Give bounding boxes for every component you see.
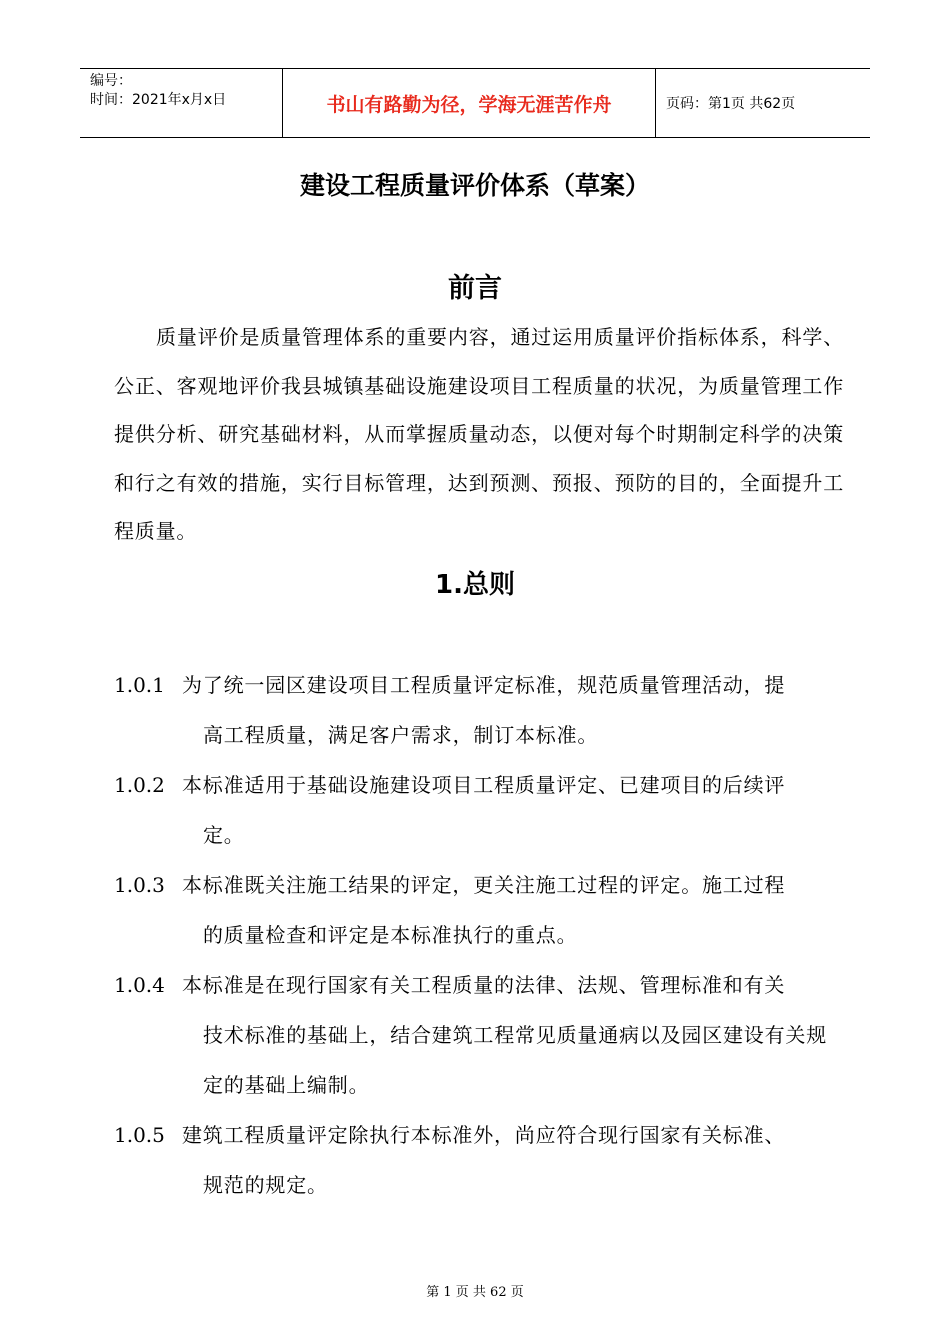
clause-number: 1.0.3: [114, 873, 165, 897]
clause-item: [114, 860, 844, 960]
clause-text: [114, 960, 844, 1110]
clause-text-first-line: 建筑工程质量评定除执行本标准外，尚应符合现行国家有关标准、: [182, 1123, 786, 1147]
clause-text-first-line: 本标准适用于基础设施建设项目工程质量评定、已建项目的后续评: [182, 773, 786, 797]
page-header: [80, 68, 870, 138]
clause-number: 1.0.1: [114, 673, 165, 697]
page-footer: 第 1 页 共 62 页: [426, 1285, 524, 1300]
clause-item: [114, 960, 844, 1110]
header-meta-cell: [80, 69, 282, 137]
header-motto-cell: [282, 69, 655, 137]
document-date-label: 时间：2021年x月x日: [90, 92, 227, 108]
header-page-info: 页码：第1页 共62页: [666, 96, 796, 112]
clause-item: [114, 660, 844, 760]
clause-text: [114, 860, 844, 960]
clause-item: [114, 1110, 844, 1210]
preface-paragraph: 质量评价是质量管理体系的重要内容，通过运用质量评价指标体系，科学、公正、客观地评价我县城镇基础设施建设项目工程质量的状况，为质量管理工作提供分析、研究基础材料，从而掌握质量动态，以便对每个时期制定科学的决策和行之有效的措施，实行目标管理，达到预测、预报、预防的目的，全面提升工程质量。: [114, 325, 844, 543]
document-number-label: 编号：: [90, 73, 132, 89]
clause-text-first-line: 本标准是在现行国家有关工程质量的法律、法规、管理标准和有关: [182, 973, 786, 997]
clause-text-continuation: 的质量检查和评定是本标准执行的重点。: [203, 923, 578, 947]
clause-text-continuation: 定。: [203, 823, 245, 847]
clause-text-continuation: 技术标准的基础上，结合建筑工程常见质量通病以及园区建设有关规定的基础上编制。: [203, 1023, 827, 1097]
clause-text-continuation: 高工程质量，满足客户需求，制订本标准。: [203, 723, 599, 747]
clause-text-first-line: 本标准既关注施工结果的评定，更关注施工过程的评定。施工过程: [182, 873, 786, 897]
clause-list: [114, 660, 844, 1210]
clause-number: 1.0.2: [114, 773, 165, 797]
document-title: 建设工程质量评价体系（草案）: [299, 171, 650, 200]
preface-heading: 前言: [448, 273, 502, 304]
clause-text: [114, 1110, 844, 1210]
clause-text-first-line: 为了统一园区建设项目工程质量评定标准，规范质量管理活动，提: [182, 673, 786, 697]
clause-text: [114, 660, 844, 760]
clause-number: 1.0.4: [114, 973, 165, 997]
header-motto: 书山有路勤为径，学海无涯苦作舟: [326, 93, 612, 116]
clause-number: 1.0.5: [114, 1123, 165, 1147]
clause-text-continuation: 规范的规定。: [203, 1173, 328, 1197]
clause-text: [114, 760, 844, 860]
section-heading-general: 1.总则: [435, 570, 515, 600]
clause-item: [114, 760, 844, 860]
header-page-cell: [655, 69, 870, 137]
